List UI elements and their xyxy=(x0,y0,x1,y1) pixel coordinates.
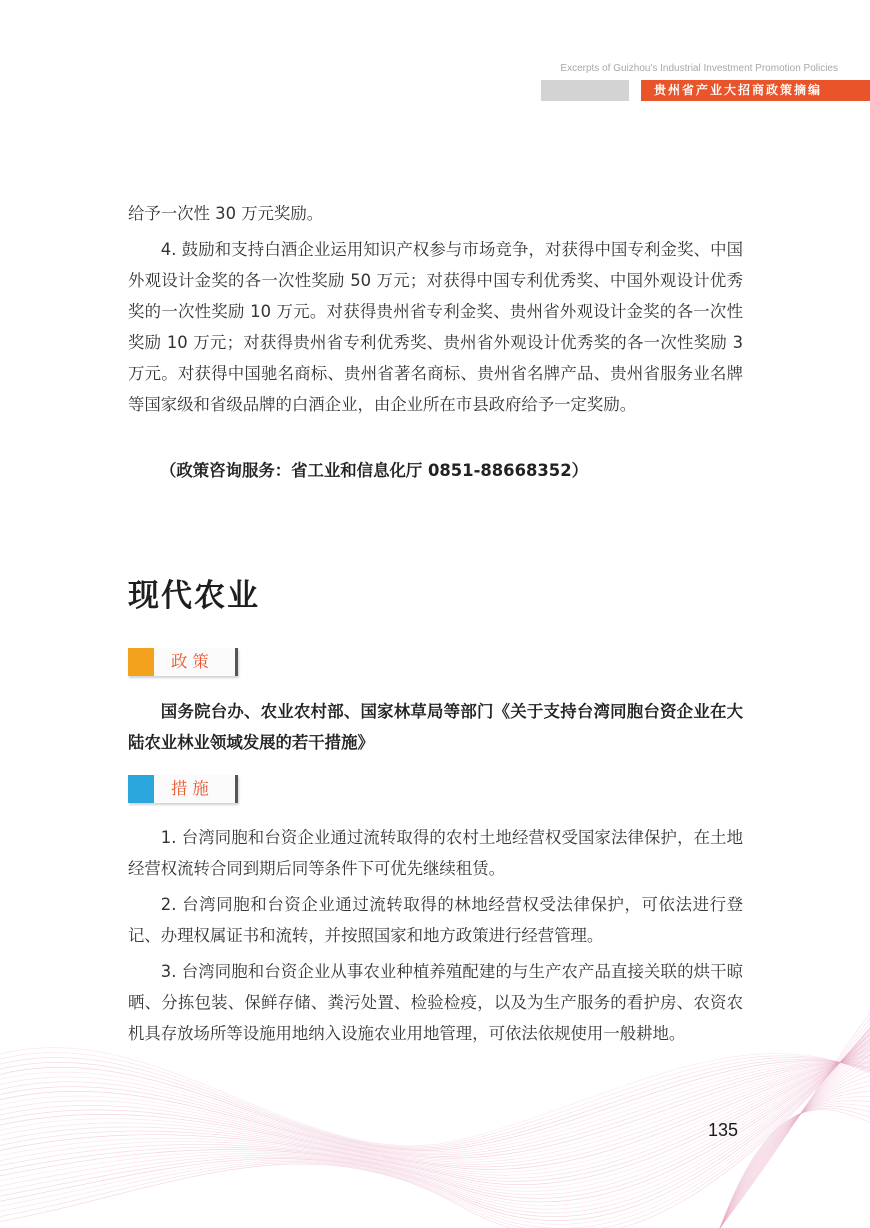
wave-line xyxy=(720,1106,870,1228)
wave-line xyxy=(720,1090,870,1228)
wave-line xyxy=(0,1062,870,1154)
wave-line xyxy=(720,1024,870,1228)
wave-line xyxy=(0,1036,870,1181)
top-body-text xyxy=(128,198,743,420)
measure-item-2: 2. 台湾同胞和台资企业通过流转取得的林地经营权受法律保护，可依法进行登记、办理权属证书和流转，并按照国家和地方政策进行经营管理。 xyxy=(128,895,743,945)
measure-item-1: 1. 台湾同胞和台资企业通过流转取得的农村土地经营权受国家法律保护，在土地经营权流转合同到期后同等条件下可优先继续租赁。 xyxy=(128,828,743,878)
measures-list xyxy=(128,822,743,1049)
wave-line xyxy=(0,1059,870,1160)
wave-line xyxy=(720,1030,870,1228)
wave-line xyxy=(0,1024,870,1195)
wave-line xyxy=(720,1042,870,1228)
wave-line xyxy=(0,1048,870,1146)
measure-item-3: 3. 台湾同胞和台资企业从事农业种植养殖配建的与生产农产品直接关联的烘干晾晒、分拣包装、保鲜存储、粪污处置、检验检疫，以及为生产服务的看护房、农资农机具存放场所等设施用地纳入设施农业用地管理，可依法依规使用一般耕地。 xyxy=(128,962,743,1043)
wave-line xyxy=(0,1061,870,1151)
wave-line xyxy=(0,1062,870,1156)
wave-line xyxy=(0,1059,870,1149)
wave-line xyxy=(720,1048,870,1228)
tag-accent-blue xyxy=(128,775,154,803)
wave-line xyxy=(0,1039,870,1178)
wave-line xyxy=(720,1096,870,1228)
wave-line xyxy=(720,1078,870,1228)
wave-line xyxy=(0,1027,870,1191)
header-english-title: Excerpts of Guizhou's Industrial Investment Promotion Policies xyxy=(560,63,838,74)
page-number: 135 xyxy=(708,1120,739,1140)
wave-line xyxy=(0,1030,870,1188)
wave-line xyxy=(720,1104,870,1228)
wave-line xyxy=(720,1066,870,1228)
wave-line xyxy=(720,1060,870,1228)
wave-line xyxy=(0,1045,870,1172)
section-title: 现代农业 xyxy=(128,578,260,614)
wave-line xyxy=(720,1054,870,1228)
wave-line xyxy=(720,1072,870,1228)
policy-document-title: 国务院台办、农业农村部、国家林草局等部门《关于支持台湾同胞台资企业在大陆农业林业领域发展的若干措施》 xyxy=(128,702,743,752)
wave-line xyxy=(720,1101,870,1228)
wave-line xyxy=(0,1048,870,1170)
wave-line xyxy=(720,1036,870,1228)
paragraph-item-4: 4. 鼓励和支持白酒企业运用知识产权参与市场竞争，对获得中国专利金奖、中国外观设计金奖的各一次性奖励 50 万元；对获得中国专利优秀奖、中国外观设计优秀奖的一次性奖励 10 万元。对获得贵州省专利金奖、贵州省外观设计金奖的各一次性奖励 10 万元；对获得贵州省专利优秀奖、贵州省外观设计优秀奖的各一次性奖励 3 万元。对获得中国驰名商标、贵州省著名商标、贵州省名牌产品、贵州省服务业名牌等国家级和省级品牌的白酒企业，由企业所在市县政府给予一定奖励。 xyxy=(128,240,743,414)
measures-tag xyxy=(128,775,238,805)
wave-line xyxy=(0,1057,870,1162)
tag-accent-yellow xyxy=(128,648,154,676)
header-chinese-title: 贵州省产业大招商政策摘编 xyxy=(641,80,870,101)
paragraph-continuation: 给予一次性 30 万元奖励。 xyxy=(128,204,324,223)
wave-line xyxy=(0,1062,870,1152)
wave-line xyxy=(720,1018,870,1228)
wave-line xyxy=(0,1051,870,1167)
policy-tag-label: 政策 xyxy=(171,652,214,671)
wave-line xyxy=(0,1061,870,1158)
policy-contact-line: （政策咨询服务：省工业和信息化厅 0851-88668352） xyxy=(160,461,589,480)
wave-line xyxy=(720,1110,870,1228)
wave-line xyxy=(720,1084,870,1228)
measures-tag-label: 措施 xyxy=(171,779,214,798)
wave-line xyxy=(0,1057,870,1148)
wave-line xyxy=(0,1062,870,1153)
policy-tag xyxy=(128,648,238,678)
wave-line xyxy=(0,1053,870,1147)
wave-line xyxy=(0,1042,870,1175)
wave-line xyxy=(0,1033,870,1185)
header-gray-bar xyxy=(541,80,629,101)
wave-line xyxy=(720,1108,870,1228)
wave-line xyxy=(0,1054,870,1164)
